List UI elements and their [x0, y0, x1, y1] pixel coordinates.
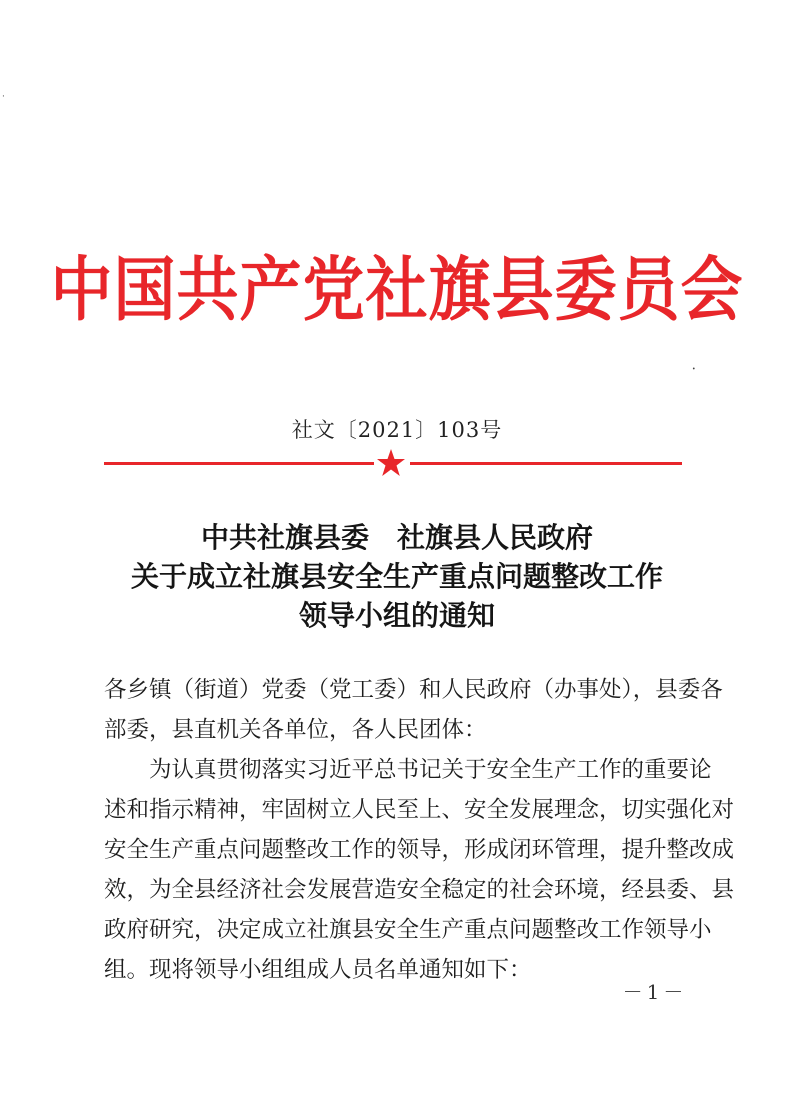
notice-title-line: 关于成立社旗县安全生产重点问题整改工作 [130, 560, 663, 593]
body-line: 各乡镇（街道）党委（党工委）和人民政府（办事处），县委各 [104, 677, 723, 703]
body-line: 部委，县直机关各单位，各人民团体： [104, 717, 487, 743]
notice-title [0, 518, 794, 635]
body-line: 述和指示精神，牢固树立人民至上、安全发展理念，切实强化对 [104, 797, 735, 823]
notice-title-line: 中共社旗县委 社旗县人民政府 [200, 521, 593, 554]
red-divider-right [410, 462, 682, 465]
scan-speck: · [2, 92, 5, 102]
organization-header: 中国共产党社旗县委员会 [50, 248, 744, 331]
notice-title-line: 领导小组的通知 [298, 599, 495, 632]
body-line: 为认真贯彻落实习近平总书记关于安全生产工作的重要论 [104, 757, 712, 783]
page-number: －1－ [622, 980, 688, 1004]
body-line: 组。现将领导小组组成人员名单通知如下： [104, 957, 532, 983]
scan-speck: • [692, 366, 696, 373]
body-line: 安全生产重点问题整改工作的领导，形成闭环管理，提升整改成 [104, 837, 735, 863]
notice-body [104, 670, 735, 990]
star-icon [376, 449, 406, 477]
document-number: 社文〔2021〕103号 [291, 418, 503, 442]
body-line: 政府研究，决定成立社旗县安全生产重点问题整改工作领导小 [104, 917, 712, 943]
red-divider-left [104, 462, 374, 465]
body-line: 效，为全县经济社会发展营造安全稳定的社会环境，经县委、县 [104, 877, 735, 903]
